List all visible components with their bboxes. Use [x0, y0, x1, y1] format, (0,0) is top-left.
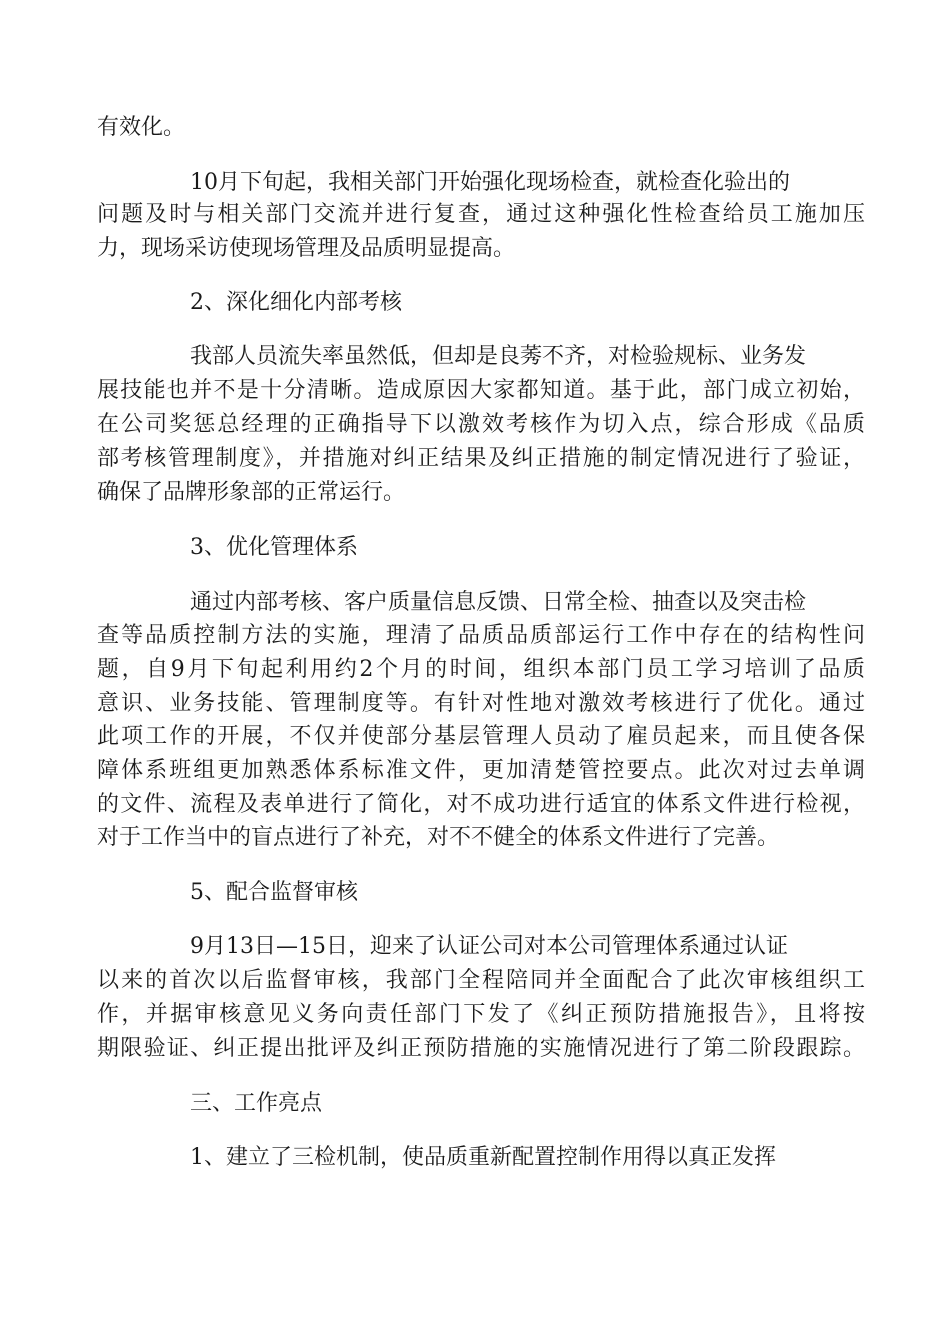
paragraph-line: 10月下旬起，我相关部门开始强化现场检查，就检查化验出的 [190, 170, 790, 195]
section-heading: 2、深化细化内部考核 [190, 290, 402, 315]
paragraph-line: 此项工作的开展，不仅并使部分基层管理人员动了雇员起来，而且使各保 [97, 724, 865, 749]
paragraph-line: 部考核管理制度》，并措施对纠正结果及纠正措施的制定情况进行了验证， [97, 446, 865, 471]
paragraph-line: 作，并据审核意见义务向责任部门下发了《纠正预防措施报告》，且将按 [97, 1002, 865, 1027]
paragraph-line: 问题及时与相关部门交流并进行复查，通过这种强化性检查给员工施加压 [97, 202, 865, 227]
paragraph-line: 的文件、流程及表单进行了简化，对不成功进行适宜的体系文件进行检视， [97, 792, 865, 817]
paragraph-line: 对于工作当中的盲点进行了补充，对不不健全的体系文件进行了完善。 [97, 825, 780, 850]
paragraph-line: 期限验证、纠正提出批评及纠正预防措施的实施情况进行了第二阶段跟踪。 [97, 1036, 865, 1061]
paragraph-line: 9月13日—15日，迎来了认证公司对本公司管理体系通过认证 [190, 934, 788, 959]
paragraph-line: 题，自9月下旬起利用约2个月的时间，组织本部门员工学习培训了品质 [97, 657, 865, 682]
paragraph-line: 以来的首次以后监督审核，我部门全程陪同并全面配合了此次审核组织工 [97, 968, 865, 993]
paragraph-line: 我部人员流失率虽然低，但却是良莠不齐，对检验规标、业务发 [190, 344, 807, 369]
section-heading: 3、优化管理体系 [190, 535, 358, 560]
paragraph-line: 在公司奖惩总经理的正确指导下以激效考核作为切入点，综合形成《品质 [97, 412, 865, 437]
paragraph-line: 展技能也并不是十分清晰。造成原因大家都知道。基于此，部门成立初始， [97, 378, 865, 403]
paragraph-line: 查等品质控制方法的实施，理清了品质品质部运行工作中存在的结构性问 [97, 623, 865, 648]
section-heading: 1、建立了三检机制，使品质重新配置控制作用得以真正发挥 [190, 1145, 776, 1170]
paragraph-line: 通过内部考核、客户质量信息反馈、日常全检、抽查以及突击检 [190, 590, 807, 615]
section-heading: 5、配合监督审核 [190, 880, 358, 905]
section-heading: 三、工作亮点 [190, 1091, 323, 1116]
paragraph-line: 确保了品牌形象部的正常运行。 [97, 480, 406, 505]
paragraph-line: 有效化。 [97, 115, 186, 140]
paragraph-line: 力，现场采访使现场管理及品质明显提高。 [97, 236, 516, 261]
paragraph-line: 意识、业务技能、管理制度等。有针对性地对激效考核进行了优化。通过 [97, 691, 865, 716]
paragraph-line: 障体系班组更加熟悉体系标准文件，更加清楚管控要点。此次对过去单调 [97, 758, 865, 783]
